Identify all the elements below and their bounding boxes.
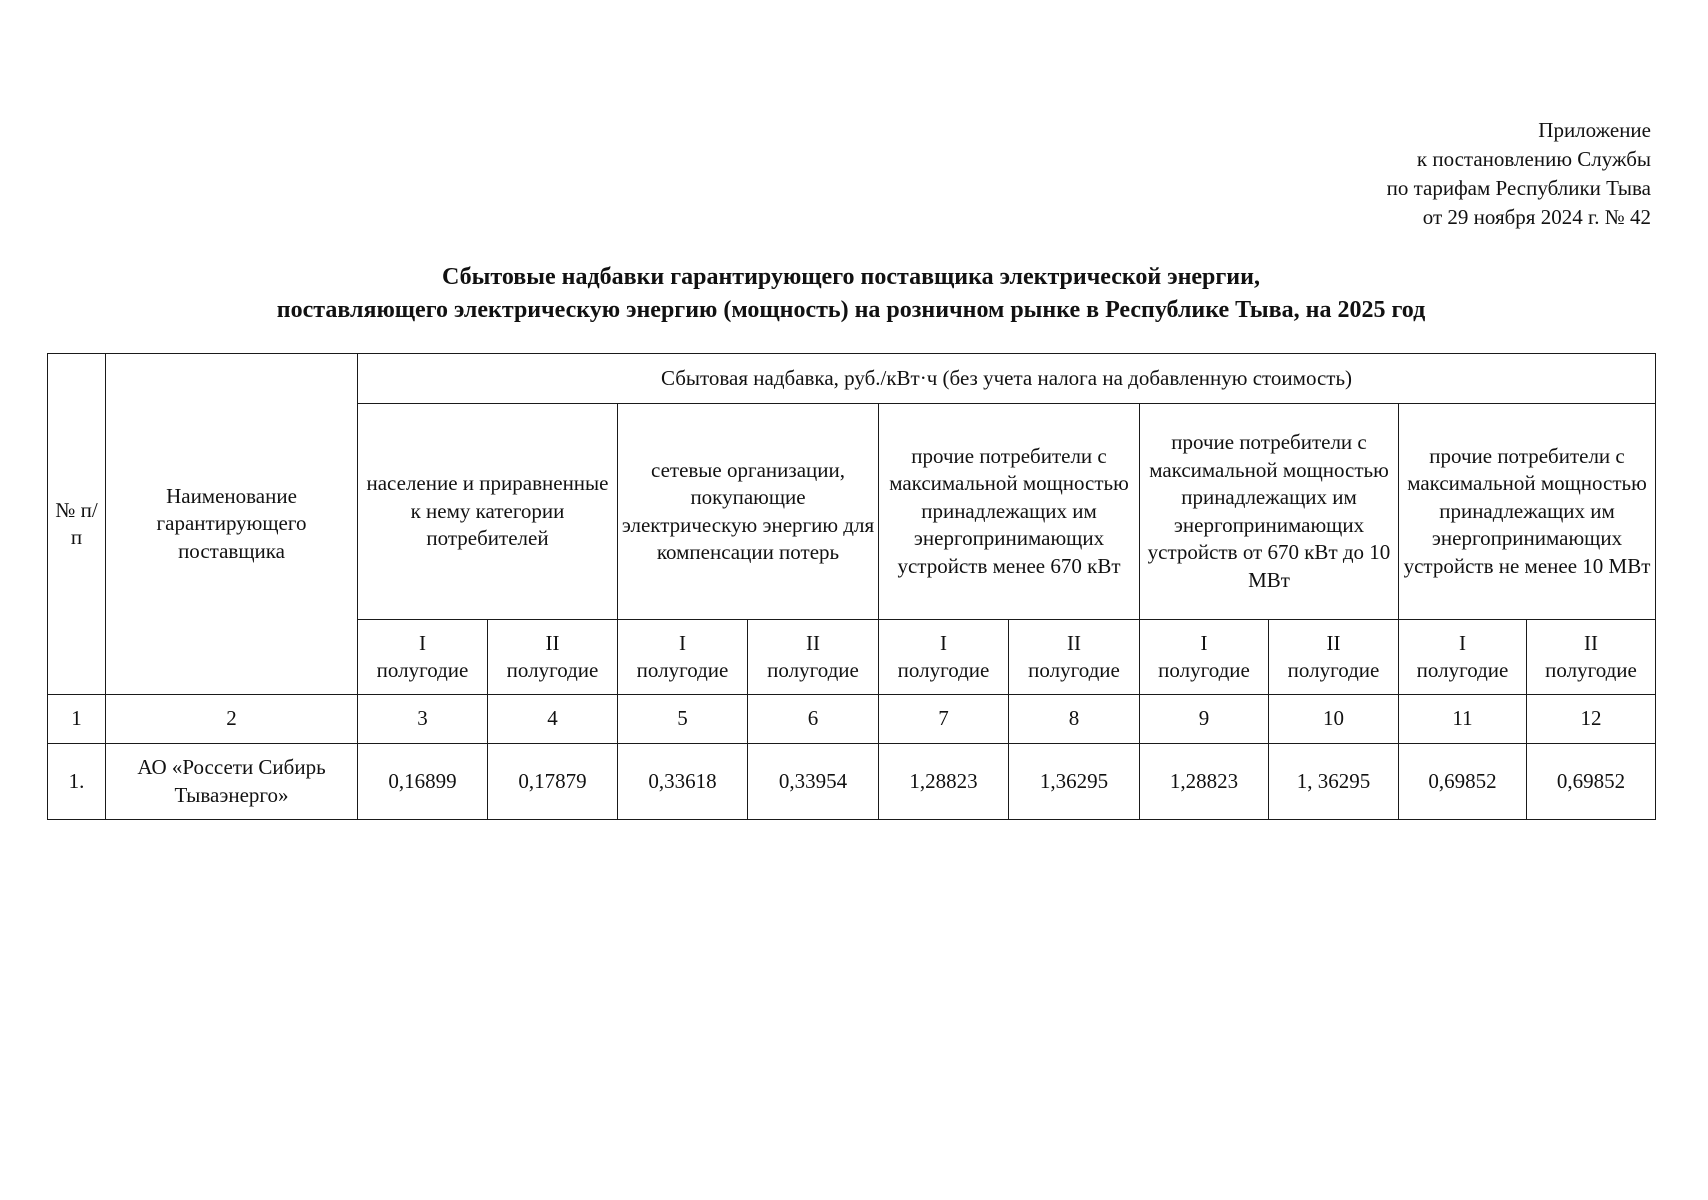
half-word: полугодие: [636, 658, 729, 682]
half-roman: I: [419, 630, 426, 655]
appendix-line-3: по тарифам Республики Тыва: [1386, 176, 1651, 200]
half-word: полугодие: [1028, 658, 1120, 682]
category-header-cell: прочие потребители с максимальной мощностью принадлежащих им энергопринимающих устройств менее 670 кВт: [879, 404, 1140, 620]
half-year-header: [358, 620, 488, 695]
markup-value: 0,16899: [358, 744, 488, 820]
half-word: полугодие: [1287, 658, 1380, 682]
half-roman: II: [1584, 630, 1598, 655]
half-word: полугодие: [767, 658, 859, 682]
markup-value: 1,28823: [879, 744, 1009, 820]
half-word: полугодие: [506, 658, 599, 682]
half-year-header: [1527, 620, 1656, 695]
half-roman: II: [806, 630, 820, 655]
column-number: 9: [1140, 695, 1269, 744]
half-year-header: [879, 620, 1009, 695]
category-header-cell: прочие потребители с максимальной мощностью принадлежащих им энергопринимающих устройств не менее 10 МВт: [1399, 404, 1656, 620]
column-number: 5: [618, 695, 748, 744]
column-number: 3: [358, 695, 488, 744]
markup-value: 0,69852: [1399, 744, 1527, 820]
markup-value: 1,36295: [1009, 744, 1140, 820]
markup-value: 0,17879: [488, 744, 618, 820]
half-roman: I: [679, 630, 686, 655]
markup-value: 0,69852: [1527, 744, 1656, 820]
half-year-header: [748, 620, 879, 695]
header-row-top: [48, 354, 1656, 404]
half-year-header: [1269, 620, 1399, 695]
category-header-cell: сетевые организации, покупающие электрическую энергию для компенсации потерь: [618, 404, 879, 620]
half-roman: I: [1200, 630, 1208, 655]
column-number: 11: [1399, 695, 1527, 744]
markup-value: 1,28823: [1140, 744, 1269, 820]
column-number: 8: [1009, 695, 1140, 744]
half-year-header: [1009, 620, 1140, 695]
supplier-name: АО «Россети Сибирь Тываэнерго»: [106, 744, 358, 820]
header-name-cell: Наименование гарантирующего поставщика: [106, 354, 358, 695]
column-number: 10: [1269, 695, 1399, 744]
appendix-line-2: к постановлению Службы: [1416, 147, 1651, 171]
column-number: 2: [106, 695, 358, 744]
markup-value: 1, 36295: [1269, 744, 1399, 820]
header-markup-cell: Сбытовая надбавка, руб./кВт·ч (без учета налога на добавленную стоимость): [358, 354, 1656, 404]
header-num-cell: № п/п: [48, 354, 106, 695]
half-year-header: [1140, 620, 1269, 695]
markup-table: [47, 353, 1656, 820]
half-roman: II: [545, 630, 560, 655]
category-header-cell: население и приравненные к нему категории потребителей: [358, 404, 618, 620]
column-number: 4: [488, 695, 618, 744]
half-year-header: [488, 620, 618, 695]
category-header-cell: прочие потребители с максимальной мощностью принадлежащих им энергопринимающих устройств от 670 кВт до 10 МВт: [1140, 404, 1399, 620]
appendix-line-4: от 29 ноября 2024 г. № 42: [1422, 205, 1651, 229]
title-line-2: поставляющего электрическую энергию (мощность) на розничном рынке в Республике Тыва, на 2025 год: [276, 297, 1426, 323]
half-roman: I: [940, 630, 947, 655]
half-roman: I: [1459, 630, 1466, 655]
half-word: полугодие: [1416, 658, 1509, 682]
title-line-1: Сбытовые надбавки гарантирующего поставщика электрической энергии,: [442, 264, 1260, 290]
half-word: полугодие: [897, 658, 990, 682]
markup-value: 0,33618: [618, 744, 748, 820]
half-word: полугодие: [1545, 658, 1637, 682]
column-number-row: [48, 695, 1656, 744]
column-number: 12: [1527, 695, 1656, 744]
half-year-header: [1399, 620, 1527, 695]
row-number: 1.: [48, 744, 106, 820]
half-roman: II: [1067, 630, 1081, 655]
column-number: 7: [879, 695, 1009, 744]
document-title: [47, 261, 1655, 327]
half-roman: II: [1326, 630, 1341, 655]
table-row: [48, 744, 1656, 820]
appendix-block: [1387, 116, 1651, 232]
half-word: полугодие: [1158, 658, 1250, 682]
appendix-line-1: Приложение: [1538, 118, 1651, 142]
markup-value: 0,33954: [748, 744, 879, 820]
half-word: полугодие: [376, 658, 469, 682]
column-number: 6: [748, 695, 879, 744]
column-number: 1: [48, 695, 106, 744]
half-year-header: [618, 620, 748, 695]
